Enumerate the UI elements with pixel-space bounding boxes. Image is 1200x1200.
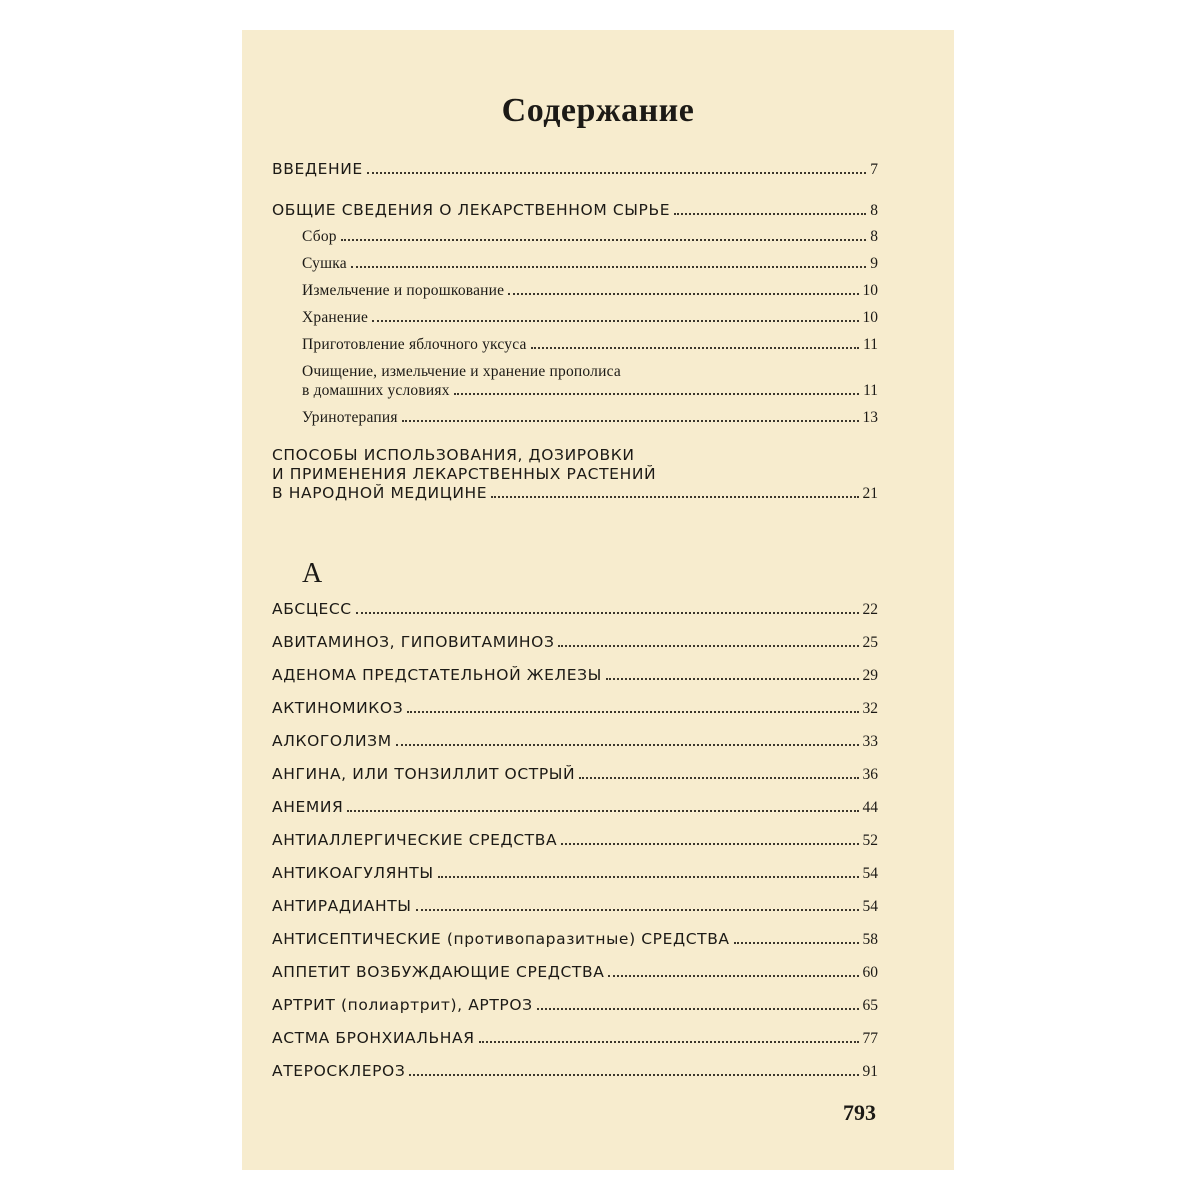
page-number: 793 [843, 1100, 876, 1125]
toc-entry-label: АНЕМИЯ [272, 798, 344, 816]
dot-leader [558, 645, 858, 647]
toc-entry-page: 25 [862, 634, 878, 651]
toc-entry [272, 1029, 878, 1048]
book-page [242, 30, 954, 1170]
toc-entry-page: 9 [870, 255, 878, 272]
dot-leader [409, 1074, 858, 1076]
toc-subentry-propolis [302, 381, 878, 400]
toc-subentry-propolis-line1 [302, 362, 621, 381]
toc-entry-page: 91 [862, 1063, 878, 1080]
dot-leader [608, 975, 858, 977]
toc-entry-methods [272, 484, 878, 503]
toc-entry-label: Сушка [302, 255, 347, 272]
toc-entry-label: АНТИРАДИАНТЫ [272, 897, 412, 915]
toc-entry-label: АРТРИТ (полиартрит), АРТРОЗ [272, 996, 533, 1014]
dot-leader [341, 239, 867, 241]
toc-entry-page: 52 [862, 832, 878, 849]
toc-entry-label: АВИТАМИНОЗ, ГИПОВИТАМИНОЗ [272, 633, 555, 651]
dot-leader [356, 612, 859, 614]
toc-entry-label: АНТИКОАГУЛЯНТЫ [272, 864, 434, 882]
dot-leader [479, 1041, 859, 1043]
toc-entry-introduction [272, 160, 878, 179]
dot-leader [531, 347, 859, 349]
toc-entry-label: АКТИНОМИКОЗ [272, 699, 404, 717]
toc-subentry-grinding [302, 281, 878, 300]
toc-entry [272, 600, 878, 619]
toc-entry [272, 897, 878, 916]
dot-leader [508, 293, 858, 295]
toc-entry [272, 699, 878, 718]
toc-entry [272, 633, 878, 652]
toc-entry-page: 21 [862, 485, 878, 502]
toc-subentry-vinegar [302, 335, 878, 354]
toc-entry-label-line: СПОСОБЫ ИСПОЛЬЗОВАНИЯ, ДОЗИРОВКИ [272, 446, 635, 464]
toc-entry-label: АЛКОГОЛИЗМ [272, 732, 392, 750]
toc-entry-page: 36 [862, 766, 878, 783]
toc-entry [272, 798, 878, 817]
toc-entry-page: 13 [862, 409, 878, 426]
toc-entry [272, 732, 878, 751]
toc-entry [272, 864, 878, 883]
toc-subentry-storage [302, 308, 878, 327]
dot-leader [454, 393, 859, 395]
toc-subentry-drying [302, 254, 878, 273]
toc-entry-label: АБСЦЕСС [272, 600, 352, 618]
toc-entry-label: АППЕТИТ ВОЗБУЖДАЮЩИЕ СРЕДСТВА [272, 963, 605, 981]
toc-entry-page: 58 [862, 931, 878, 948]
toc-entry-page: 32 [862, 700, 878, 717]
toc-entry-label: АНГИНА, ИЛИ ТОНЗИЛЛИТ ОСТРЫЙ [272, 765, 576, 783]
section-letter: А [302, 558, 323, 589]
toc-entry-page: 11 [863, 336, 878, 353]
toc-entry-page: 11 [863, 382, 878, 399]
toc-entry-page: 22 [862, 601, 878, 618]
toc-entry-page: 10 [862, 282, 878, 299]
dot-leader [402, 420, 859, 422]
toc-entry-general-info [272, 201, 878, 220]
toc-entry-label: Приготовление яблочного уксуса [302, 336, 527, 353]
dot-leader [372, 320, 858, 322]
dot-leader [491, 496, 858, 498]
toc-entry-page: 29 [862, 667, 878, 684]
toc-entry-label: АНТИАЛЛЕРГИЧЕСКИЕ СРЕДСТВА [272, 831, 558, 849]
toc-entry-page: 77 [862, 1030, 878, 1047]
dot-leader [674, 213, 866, 215]
toc-entry-label-line: Очищение, измельчение и хранение прополиса [302, 363, 621, 380]
toc-entry [272, 666, 878, 685]
dot-leader [537, 1008, 859, 1010]
toc-entry-page: 54 [862, 898, 878, 915]
toc-entry-label: в домашних условиях [302, 382, 450, 399]
toc-entry [272, 831, 878, 850]
dot-leader [407, 711, 858, 713]
toc-entry-label: АНТИСЕПТИЧЕСКИЕ (противопаразитные) СРЕДСТВА [272, 930, 730, 948]
dot-leader [734, 942, 859, 944]
toc-subentry-urinotherapy [302, 408, 878, 427]
dot-leader [396, 744, 859, 746]
toc-entry [272, 930, 878, 949]
toc-entry-page: 33 [862, 733, 878, 750]
dot-leader [438, 876, 859, 878]
toc-entry-page: 54 [862, 865, 878, 882]
toc-entry-label: Уринотерапия [302, 409, 398, 426]
toc-entry-label: ВВЕДЕНИЕ [272, 160, 363, 178]
toc-entry-label: Сбор [302, 228, 337, 245]
toc-entry-page: 65 [862, 997, 878, 1014]
dot-leader [347, 810, 858, 812]
toc-entry-page: 8 [870, 228, 878, 245]
toc-entry-page: 8 [870, 202, 878, 219]
toc-entry-page: 60 [862, 964, 878, 981]
toc-entry-label: В НАРОДНОЙ МЕДИЦИНЕ [272, 484, 488, 502]
toc-entry-label: АСТМА БРОНХИАЛЬНАЯ [272, 1029, 475, 1047]
toc-entry [272, 963, 878, 982]
toc-entry [272, 765, 878, 784]
toc-entry-label: АДЕНОМА ПРЕДСТАТЕЛЬНОЙ ЖЕЛЕЗЫ [272, 666, 602, 684]
toc-entry-page: 10 [862, 309, 878, 326]
page-title: Содержание [501, 92, 695, 129]
toc-entry-methods-lines [272, 446, 656, 484]
toc-entry-label: АТЕРОСКЛЕРОЗ [272, 1062, 406, 1080]
dot-leader [351, 266, 866, 268]
toc-entry-label: ОБЩИЕ СВЕДЕНИЯ О ЛЕКАРСТВЕННОМ СЫРЬЕ [272, 201, 671, 219]
toc-entry [272, 1062, 878, 1081]
toc-entry [272, 996, 878, 1015]
toc-entry-label-line: И ПРИМЕНЕНИЯ ЛЕКАРСТВЕННЫХ РАСТЕНИЙ [272, 465, 657, 483]
toc-entry-label: Хранение [302, 309, 369, 326]
toc-entry-page: 44 [862, 799, 878, 816]
toc-entry-page: 7 [870, 161, 878, 178]
dot-leader [579, 777, 858, 779]
dot-leader [367, 172, 866, 174]
dot-leader [606, 678, 859, 680]
toc-subentry-collection [302, 227, 878, 246]
dot-leader [416, 909, 859, 911]
dot-leader [561, 843, 858, 845]
toc-entry-label: Измельчение и порошкование [302, 282, 505, 299]
